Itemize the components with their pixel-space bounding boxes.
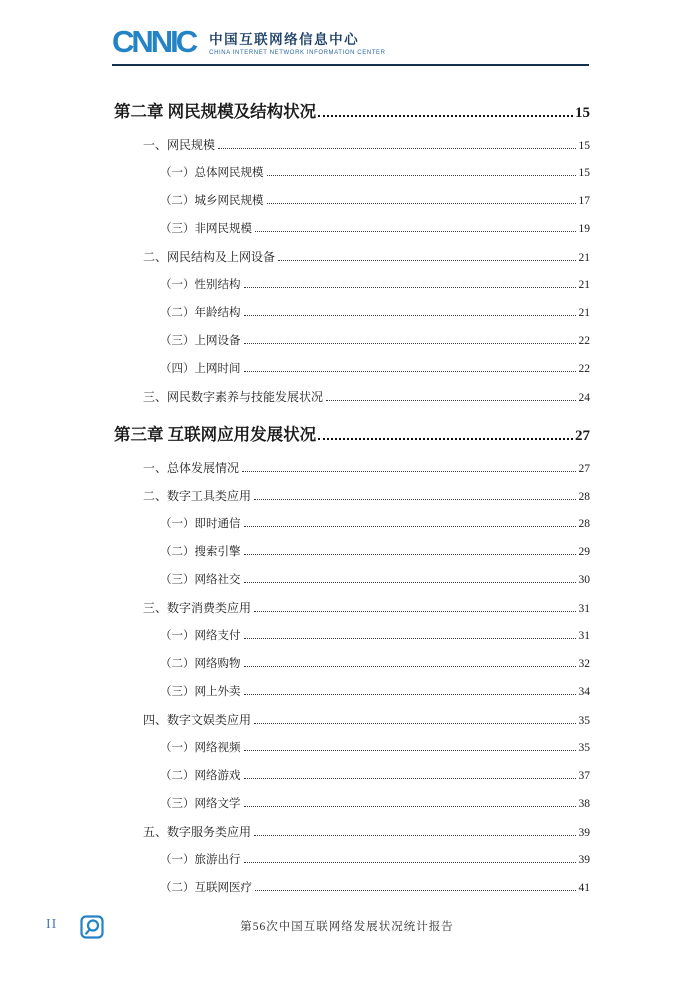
- org-name-block: [209, 28, 385, 56]
- toc-dot-leader: [218, 148, 575, 149]
- toc-dot-leader: [242, 471, 575, 472]
- toc-entry-label: （二）城乡网民规模: [160, 195, 264, 207]
- toc-entry-page: 29: [578, 546, 590, 558]
- toc-entry[interactable]: [112, 299, 590, 327]
- toc-entry-label: （二）搜索引擎: [160, 546, 241, 558]
- toc-entry-page: 22: [578, 363, 590, 375]
- toc-dot-leader: [244, 638, 576, 639]
- toc-dot-leader: [244, 287, 576, 288]
- toc-entry-page: 21: [578, 279, 590, 291]
- toc-entry[interactable]: [112, 215, 590, 243]
- toc-entry-label: （二）互联网医疗: [160, 882, 252, 894]
- toc-entry-page: 21: [578, 252, 590, 264]
- toc-entry-page: 35: [578, 715, 590, 727]
- toc-entry[interactable]: [112, 243, 590, 271]
- toc-entry-page: 34: [578, 686, 590, 698]
- logo-lockup: [112, 26, 589, 57]
- toc-dot-leader: [267, 175, 576, 176]
- toc-entry[interactable]: [112, 706, 590, 734]
- toc-entry-page: 15: [578, 167, 590, 179]
- toc-entry[interactable]: [112, 846, 590, 874]
- page-number: II: [46, 917, 58, 932]
- toc-entry-label: （二）网络游戏: [160, 770, 241, 782]
- toc-dot-leader: [244, 806, 576, 807]
- toc-entry[interactable]: [112, 762, 590, 790]
- toc-entry[interactable]: [112, 734, 590, 762]
- org-name-cn: 中国互联网络信息中心: [209, 31, 360, 47]
- toc-entry-page: 28: [578, 518, 590, 530]
- toc-entry-label: 五、数字服务类应用: [143, 825, 252, 839]
- toc-chapter-title: 第二章 网民规模及结构状况: [114, 102, 317, 121]
- toc-entry[interactable]: [112, 818, 590, 846]
- toc-entry-page: 28: [578, 491, 590, 503]
- org-name-en: CHINA INTERNET NETWORK INFORMATION CENTER: [209, 49, 386, 56]
- cnnic-logo: CNNIC: [112, 24, 196, 59]
- toc-entry[interactable]: [112, 327, 590, 355]
- toc-entry-label: （三）非网民规模: [160, 223, 252, 235]
- toc-entry[interactable]: [112, 454, 590, 482]
- toc-entry-page: 17: [578, 195, 590, 207]
- toc-dot-leader: [244, 526, 576, 527]
- toc-entry[interactable]: [112, 538, 590, 566]
- toc-chapter-page: 15: [575, 105, 590, 121]
- toc-entry-page: 21: [578, 307, 590, 319]
- toc-entry-label: 三、数字消费类应用: [143, 601, 252, 615]
- toc-dot-leader: [244, 343, 576, 344]
- toc-entry[interactable]: [112, 355, 590, 383]
- toc-entry[interactable]: [112, 482, 590, 510]
- toc-entry-label: （三）上网设备: [160, 335, 241, 347]
- toc-entry-label: （三）网络文学: [160, 798, 241, 810]
- toc-dot-leader: [254, 723, 575, 724]
- toc-dot-leader: [254, 835, 575, 836]
- toc-dot-leader: [244, 582, 576, 583]
- toc-dot-leader: [254, 499, 575, 500]
- toc-entry[interactable]: [112, 131, 590, 159]
- toc-entry-label: 一、总体发展情况: [143, 461, 240, 475]
- toc-dot-leader: [254, 611, 575, 612]
- toc-entry-page: 39: [578, 827, 590, 839]
- toc-entry[interactable]: [112, 159, 590, 187]
- toc-entry-label: （二）年龄结构: [160, 307, 241, 319]
- toc-entry[interactable]: [112, 622, 590, 650]
- toc-dot-leader: [278, 260, 575, 261]
- toc-entry-page: 31: [578, 630, 590, 642]
- toc-dot-leader: [255, 890, 576, 891]
- toc-entry-label: （一）性别结构: [160, 279, 241, 291]
- header: [112, 26, 589, 66]
- toc-entry-label: 四、数字文娱类应用: [143, 713, 252, 727]
- toc-entry-label: （一）网络视频: [160, 742, 241, 754]
- toc-entry-page: 38: [578, 798, 590, 810]
- toc-entry-page: 15: [578, 140, 590, 152]
- toc-entry-page: 35: [578, 742, 590, 754]
- footer: [0, 914, 694, 940]
- toc-entry[interactable]: [112, 650, 590, 678]
- toc-dot-leader: [267, 203, 576, 204]
- toc-entry[interactable]: [112, 678, 590, 706]
- toc-chapter-entry[interactable]: [112, 423, 590, 448]
- toc-entry-page: 31: [578, 603, 590, 615]
- toc-dot-leader: [318, 115, 573, 117]
- toc-entry[interactable]: [112, 383, 590, 411]
- toc-dot-leader: [318, 438, 573, 440]
- toc-entry[interactable]: [112, 594, 590, 622]
- toc-dot-leader: [326, 400, 575, 401]
- header-rule: [112, 64, 589, 66]
- toc-entry-label: （一）网络支付: [160, 630, 241, 642]
- toc-entry-page: 39: [578, 854, 590, 866]
- toc-entry-page: 32: [578, 658, 590, 670]
- toc-dot-leader: [244, 750, 576, 751]
- toc-entry-label: 二、网民结构及上网设备: [143, 250, 276, 264]
- cnnic-seal-icon: [80, 915, 104, 939]
- toc-dot-leader: [255, 231, 576, 232]
- toc-entry[interactable]: [112, 566, 590, 594]
- toc-dot-leader: [244, 371, 576, 372]
- toc-entry-page: 41: [578, 882, 590, 894]
- toc-chapter-entry[interactable]: [112, 100, 590, 125]
- toc-dot-leader: [244, 778, 576, 779]
- toc-entry[interactable]: [112, 510, 590, 538]
- toc-dot-leader: [244, 315, 576, 316]
- toc-entry-label: （一）总体网民规模: [160, 167, 264, 179]
- toc-entry-label: 一、网民规模: [143, 138, 216, 152]
- toc-entry[interactable]: [112, 271, 590, 299]
- toc-dot-leader: [244, 862, 576, 863]
- toc-dot-leader: [244, 554, 576, 555]
- toc-entry-label: （一）旅游出行: [160, 854, 241, 866]
- footer-report-title: 第56次中国互联网络发展状况统计报告: [240, 921, 454, 933]
- toc-entry-label: （三）网上外卖: [160, 686, 241, 698]
- toc-entry-page: 22: [578, 335, 590, 347]
- toc-dot-leader: [244, 694, 576, 695]
- toc-chapter-title: 第三章 互联网应用发展状况: [114, 425, 317, 444]
- toc-entry-label: （四）上网时间: [160, 363, 241, 375]
- toc-entry-label: （三）网络社交: [160, 574, 241, 586]
- toc-entry[interactable]: [112, 187, 590, 215]
- toc-dot-leader: [244, 666, 576, 667]
- toc-entry-label: 三、网民数字素养与技能发展状况: [143, 390, 324, 404]
- toc-chapter-page: 27: [575, 428, 590, 444]
- toc-entry-page: 37: [578, 770, 590, 782]
- toc-entry-page: 19: [578, 223, 590, 235]
- toc-entry[interactable]: [112, 790, 590, 818]
- toc-entry-page: 30: [578, 574, 590, 586]
- toc-entry-label: （一）即时通信: [160, 518, 241, 530]
- toc-entry-page: 27: [578, 463, 590, 475]
- toc-entry-label: （二）网络购物: [160, 658, 241, 670]
- toc-entry-page: 24: [578, 392, 590, 404]
- toc-entry[interactable]: [112, 874, 590, 902]
- toc-entry-label: 二、数字工具类应用: [143, 489, 252, 503]
- table-of-contents: [112, 88, 590, 902]
